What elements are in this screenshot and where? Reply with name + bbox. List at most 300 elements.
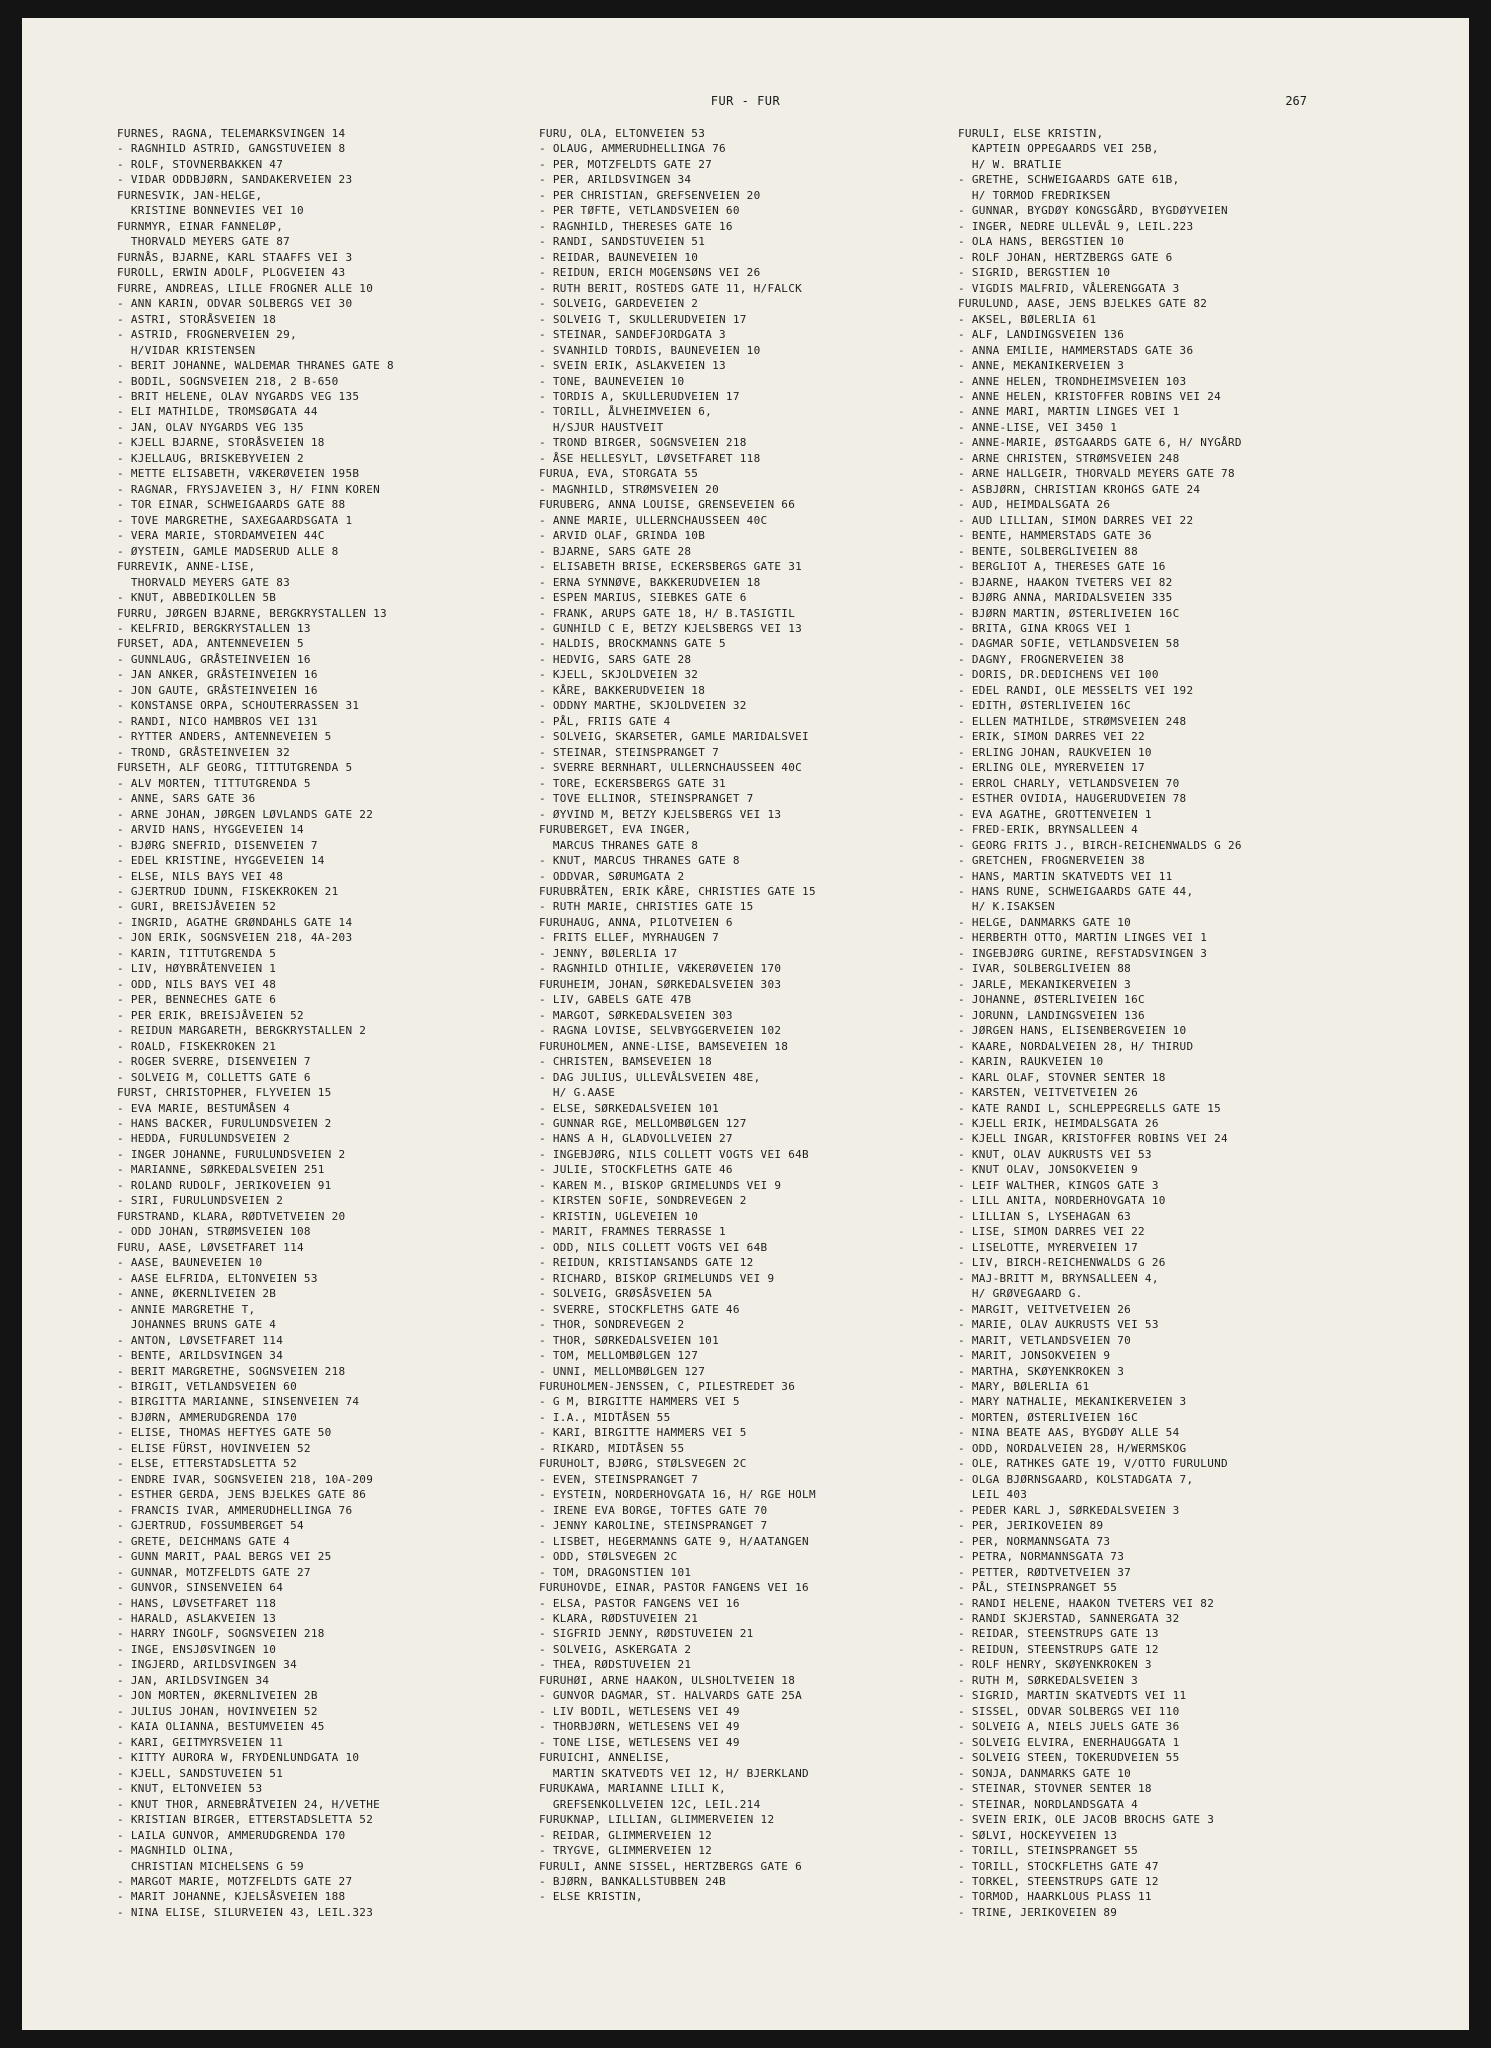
directory-entry: - INGER, NEDRE ULLEVÅL 9, LEIL.223 [958,219,1194,233]
directory-entry: FURUHOVDE, EINAR, PASTOR FANGENS VEI 16 [539,1581,809,1595]
directory-entry: - MARTHA, SKØYENKROKEN 3 [958,1364,1125,1378]
directory-entry: - VIDAR ODDBJØRN, SANDAKERVEIEN 23 [117,173,353,187]
directory-entry: - HELGE, DANMARKS GATE 10 [958,915,1132,929]
directory-entry: - MARY, BØLERLIA 61 [958,1379,1090,1393]
directory-entry: - G M, BIRGITTE HAMMERS VEI 5 [539,1395,740,1409]
directory-entry: - ELSE, ETTERSTADSLETTA 52 [117,1457,297,1471]
directory-entry: - SVANHILD TORDIS, BAUNEVEIEN 10 [539,343,761,357]
directory-entry: - SOLVEIG, ASKERGATA 2 [539,1642,692,1656]
directory-entry: - KELFRID, BERGKRYSTALLEN 13 [117,622,311,635]
directory-entry: - ØYVIND M, BETZY KJELSBERGS VEI 13 [539,807,782,821]
directory-entry: - SOLVEIG, GARDEVEIEN 2 [539,297,699,311]
directory-entry: - ROLF HENRY, SKØYENKROKEN 3 [958,1658,1152,1672]
directory-entry: - STEINAR, SANDEFJORDGATA 3 [539,328,726,342]
directory-entry: - RANDI, NICO HAMBROS VEI 131 [117,714,318,728]
directory-entry: - KATE RANDI L, SCHLEPPEGRELLS GATE 15 [958,1101,1222,1115]
directory-entry: - ASTRI, STORÅSVEIEN 18 [117,312,277,326]
directory-entry: - SONJA, DANMARKS GATE 10 [958,1766,1132,1780]
directory-entry: - GJERTRUD IDUNN, FISKEKROKEN 21 [117,884,339,898]
directory-entry: - RUTH M, SØRKEDALSVEIEN 3 [958,1673,1138,1687]
directory-entry: - VERA MARIE, STORDAMVEIEN 44C [117,529,325,543]
directory-entry: FURNESVIK, JAN-HELGE, [117,188,263,202]
directory-entry: - ODDNY MARTHE, SKJOLDVEIEN 32 [539,699,747,713]
directory-entry: - LEIF WALTHER, KINGOS GATE 3 [958,1178,1159,1192]
directory-entry: - ARVID OLAF, GRINDA 10B [539,529,706,543]
directory-entry: - REIDAR, GLIMMERVEIEN 12 [539,1828,713,1842]
directory-entry: - THOR, SØRKEDALSVEIEN 101 [539,1333,719,1347]
directory-entry: - HEDDA, FURULUNDSVEIEN 2 [117,1132,291,1146]
directory-entry: FURUHOLT, BJØRG, STØLSVEGEN 2C [539,1457,747,1471]
directory-entry: - GRETHE, SCHWEIGAARDS GATE 61B, [958,173,1180,187]
directory-entry: - GUNVOR, SINSENVEIEN 64 [117,1581,284,1595]
directory-entry: - MAGNHILD OLINA, [117,1844,235,1858]
directory-entry: - ASTRID, FROGNERVEIEN 29, [117,328,297,342]
directory-entry: - BERIT MARGRETHE, SOGNSVEIEN 218 [117,1364,346,1378]
directory-entry: - UNNI, MELLOMBØLGEN 127 [539,1364,706,1378]
directory-entry: - RANDI SKJERSTAD, SANNERGATA 32 [958,1612,1180,1625]
directory-entry: - GUNNAR, MOTZFELDTS GATE 27 [117,1565,311,1579]
directory-entry: - SOLVEIG ELVIRA, ENERHAUGGATA 1 [958,1735,1180,1749]
directory-entry: - KJELLAUG, BRISKEBYVEIEN 2 [117,451,304,465]
directory-entry: - KRISTIAN BIRGER, ETTERSTADSLETTA 52 [117,1813,374,1827]
directory-entry: - AUD LILLIAN, SIMON DARRES VEI 22 [958,513,1194,527]
directory-entry: - LIV, BIRCH-REICHENWALDS G 26 [958,1256,1166,1270]
directory-entry: - BJØRG ANNA, MARIDALSVEIEN 335 [958,591,1173,605]
directory-entry: - ODDVAR, SØRUMGATA 2 [539,869,685,883]
directory-entry: - ROGER SVERRE, DISENVEIEN 7 [117,1055,311,1069]
directory-entry: FURST, CHRISTOPHER, FLYVEIEN 15 [117,1086,332,1100]
directory-entry: - KNUT, ELTONVEIEN 53 [117,1782,263,1796]
directory-entry: FURUKAWA, MARIANNE LILLI K, [539,1782,726,1796]
directory-entry: - ANNE MARI, MARTIN LINGES VEI 1 [958,405,1180,419]
directory-entry: - AKSEL, BØLERLIA 61 [958,312,1097,326]
directory-entry: - JULIUS JOHAN, HOVINVEIEN 52 [117,1704,318,1718]
directory-entry: - JARLE, MEKANIKERVEIEN 3 [958,977,1132,991]
directory-entry: - ARVID HANS, HYGGEVEIEN 14 [117,823,304,837]
directory-entry: - DAG JULIUS, ULLEVÅLSVEIEN 48E, [539,1070,761,1084]
directory-entry: - OLGA BJØRNSGAARD, KOLSTADGATA 7, [958,1472,1194,1486]
directory-entry: - PER, JERIKOVEIEN 89 [958,1519,1104,1533]
directory-entry: - HEDVIG, SARS GATE 28 [539,652,692,666]
directory-entry: - BERGLIOT A, THERESES GATE 16 [958,560,1166,574]
directory-entry: - KNUT, ABBEDIKOLLEN 5B [117,591,277,605]
directory-entry: - KARIN, TITTUTGRENDA 5 [117,946,277,960]
directory-entry: THORVALD MEYERS GATE 83 [117,575,291,589]
directory-entry: - MAGNHILD, STRØMSVEIEN 20 [539,482,719,496]
directory-entry: FURU, OLA, ELTONVEIEN 53 [539,127,706,140]
directory-entry: - TROND, GRÅSTEINVEIEN 32 [117,745,291,759]
directory-entry: - SIGRID, MARTIN SKATVEDTS VEI 11 [958,1689,1187,1703]
directory-entry: - ØYSTEIN, GAMLE MADSERUD ALLE 8 [117,544,339,558]
directory-column-2 [539,126,944,1905]
directory-entry: - MARIE, OLAV AUKRUSTS VEI 53 [958,1318,1159,1332]
directory-entry: - ERLING JOHAN, RAUKVEIEN 10 [958,745,1152,759]
directory-entry: - BJARNE, SARS GATE 28 [539,544,692,558]
directory-entry: - GJERTRUD, FOSSUMBERGET 54 [117,1519,304,1533]
directory-entry: - HANS RUNE, SCHWEIGAARDS GATE 44, [958,884,1194,898]
directory-entry: - RAGNHILD, THERESES GATE 16 [539,219,733,233]
directory-entry: - THEA, RØDSTUVEIEN 21 [539,1658,692,1672]
directory-entry: - REIDUN, ERICH MOGENSØNS VEI 26 [539,266,761,280]
directory-entry: - ARNE CHRISTEN, STRØMSVEIEN 248 [958,451,1180,465]
directory-entry: - TONE LISE, WETLESENS VEI 49 [539,1735,740,1749]
directory-entry: - EDITH, ØSTERLIVEIEN 16C [958,699,1132,713]
directory-entry: - JORUNN, LANDINGSVEIEN 136 [958,1008,1145,1022]
directory-entry: - REIDUN, KRISTIANSANDS GATE 12 [539,1256,754,1270]
directory-entry: - KARIN, RAUKVEIEN 10 [958,1055,1104,1069]
directory-entry: - BJØRN MARTIN, ØSTERLIVEIEN 16C [958,606,1180,620]
directory-entry: - ROLF JOHAN, HERTZBERGS GATE 6 [958,250,1173,264]
directory-entry: - JON ERIK, SOGNSVEIEN 218, 4A-203 [117,931,353,945]
directory-entry: - TRYGVE, GLIMMERVEIEN 12 [539,1844,713,1858]
directory-entry: - RICHARD, BISKOP GRIMELUNDS VEI 9 [539,1271,775,1285]
directory-entry: - EVEN, STEINSPRANGET 7 [539,1472,699,1486]
directory-entry: - GEORG FRITS J., BIRCH-REICHENWALDS G 26 [958,838,1242,852]
directory-entry: - ANNE HELEN, TRONDHEIMSVEIEN 103 [958,374,1187,388]
directory-entry: - BIRGIT, VETLANDSVEIEN 60 [117,1379,297,1393]
directory-entry: - KJELL ERIK, HEIMDALSGATA 26 [958,1117,1159,1130]
directory-entry: - MARY NATHALIE, MEKANIKERVEIEN 3 [958,1395,1187,1409]
directory-entry: FURSTRAND, KLARA, RØDTVETVEIEN 20 [117,1209,346,1223]
directory-entry: - TROND BIRGER, SOGNSVEIEN 218 [539,436,747,450]
directory-entry: - BODIL, SOGNSVEIEN 218, 2 B-650 [117,374,339,388]
directory-entry: - I.A., MIDTÅSEN 55 [539,1410,671,1424]
directory-entry: H/ GRØVEGAARD G. [958,1287,1083,1301]
directory-entry: - AASE, BAUNEVEIEN 10 [117,1256,263,1270]
directory-entry: - SOLVEIG T, SKULLERUDVEIEN 17 [539,312,747,326]
directory-entry: - BENTE, SOLBERGLIVEIEN 88 [958,544,1138,558]
directory-entry: - REIDUN MARGARETH, BERGKRYSTALLEN 2 [117,1024,367,1038]
directory-entry: - SIRI, FURULUNDSVEIEN 2 [117,1194,284,1208]
directory-entry: - ROLAND RUDOLF, JERIKOVEIEN 91 [117,1178,332,1192]
directory-entry: - NINA BEATE AAS, BYGDØY ALLE 54 [958,1426,1180,1440]
directory-entry: - KARI, BIRGITTE HAMMERS VEI 5 [539,1426,747,1440]
directory-entry: - MARIANNE, SØRKEDALSVEIEN 251 [117,1163,325,1177]
directory-entry: - ELSE, SØRKEDALSVEIEN 101 [539,1101,719,1115]
directory-entry: FUROLL, ERWIN ADOLF, PLOGVEIEN 43 [117,266,346,280]
directory-entry: - KNUT, OLAV AUKRUSTS VEI 53 [958,1147,1152,1161]
directory-entry: - ELI MATHILDE, TROMSØGATA 44 [117,405,318,419]
directory-entry: - KJELL, SANDSTUVEIEN 51 [117,1766,284,1780]
directory-entry: - AASE ELFRIDA, ELTONVEIEN 53 [117,1271,318,1285]
directory-entry: - INGEBJØRG GURINE, REFSTADSVINGEN 3 [958,946,1208,960]
directory-entry: - BJARNE, HAAKON TVETERS VEI 82 [958,575,1173,589]
directory-entry: - TORMOD, HAARKLOUS PLASS 11 [958,1890,1152,1904]
directory-entry: - DORIS, DR.DEDICHENS VEI 100 [958,668,1159,682]
directory-entry: - ESTHER OVIDIA, HAUGERUDVEIEN 78 [958,792,1187,806]
directory-entry: - BJØRN, BANKALLSTUBBEN 24B [539,1874,726,1888]
directory-entry: - KRISTIN, UGLEVEIEN 10 [539,1209,699,1223]
directory-entry: - CHRISTEN, BAMSEVEIEN 18 [539,1055,713,1069]
directory-entry: - RANDI, SANDSTUVEIEN 51 [539,235,706,249]
directory-entry: - KJELL, SKJOLDVEIEN 32 [539,668,699,682]
directory-entry: H/ TORMOD FREDRIKSEN [958,188,1111,202]
directory-entry: - KNUT OLAV, JONSOKVEIEN 9 [958,1163,1138,1177]
directory-entry: - ESTHER GERDA, JENS BJELKES GATE 86 [117,1488,367,1502]
directory-entry: - ROLF, STOVNERBAKKEN 47 [117,157,284,171]
directory-entry: KRISTINE BONNEVIES VEI 10 [117,204,304,218]
directory-entry: - SOLVEIG A, NIELS JUELS GATE 36 [958,1720,1180,1734]
directory-entry: - ODD JOHAN, STRØMSVEIEN 108 [117,1225,311,1239]
directory-entry: - INGER JOHANNE, FURULUNDSVEIEN 2 [117,1147,346,1161]
directory-entry: FURUBRÅTEN, ERIK KÅRE, CHRISTIES GATE 15 [539,884,816,898]
directory-entry: - ODD, NILS COLLETT VOGTS VEI 64B [539,1240,768,1254]
directory-entry: - ALV MORTEN, TITTUTGRENDA 5 [117,776,311,790]
directory-entry: - MARIT, FRAMNES TERRASSE 1 [539,1225,726,1239]
directory-entry: - LISBET, HEGERMANNS GATE 9, H/AATANGEN [539,1534,809,1548]
directory-entry: FURULI, ANNE SISSEL, HERTZBERGS GATE 6 [539,1859,803,1873]
directory-entry: - ANNE, ØKERNLIVEIEN 2B [117,1287,277,1301]
directory-entry: - ANNIE MARGRETHE T, [117,1302,256,1316]
directory-entry: FURUHEIM, JOHAN, SØRKEDALSVEIEN 303 [539,977,782,991]
directory-entry: - ARNE JOHAN, JØRGEN LØVLANDS GATE 22 [117,807,374,821]
directory-entry: - STEINAR, STEINSPRANGET 7 [539,745,719,759]
directory-entry: - ELSE, NILS BAYS VEI 48 [117,869,284,883]
directory-column-1 [117,126,522,1920]
directory-entry: - DAGNY, FROGNERVEIEN 38 [958,652,1125,666]
directory-entry: - HANS, LØVSETFARET 118 [117,1596,277,1610]
directory-entry: - ERIK, SIMON DARRES VEI 22 [958,730,1145,744]
directory-entry: H/ K.ISAKSEN [958,900,1055,914]
directory-entry: FURUBERG, ANNA LOUISE, GRENSEVEIEN 66 [539,498,796,512]
directory-entry: FURUHAUG, ANNA, PILOTVEIEN 6 [539,915,733,929]
directory-entry: - BJØRN, AMMERUDGRENDA 170 [117,1410,297,1424]
directory-entry: - ARNE HALLGEIR, THORVALD MEYERS GATE 78 [958,467,1235,481]
directory-entry: - PEDER KARL J, SØRKEDALSVEIEN 3 [958,1503,1180,1517]
directory-entry: - REIDUN, STEENSTRUPS GATE 12 [958,1642,1159,1656]
directory-entry: - TOR EINAR, SCHWEIGAARDS GATE 88 [117,498,346,512]
directory-entry: FURREVIK, ANNE-LISE, [117,560,256,574]
directory-entry: - GUNNAR RGE, MELLOMBØLGEN 127 [539,1117,747,1130]
directory-entry: - KAREN M., BISKOP GRIMELUNDS VEI 9 [539,1178,782,1192]
directory-entry: - EVA MARIE, BESTUMÅSEN 4 [117,1101,291,1115]
directory-entry: - RANDI HELENE, HAAKON TVETERS VEI 82 [958,1596,1215,1610]
directory-entry: - PER ERIK, BREISJÅVEIEN 52 [117,1008,304,1022]
directory-entry: - LAILA GUNVOR, AMMERUDGRENDA 170 [117,1828,346,1842]
directory-entry: - JON MORTEN, ØKERNLIVEIEN 2B [117,1689,318,1703]
directory-entry: - EYSTEIN, NORDERHOVGATA 16, H/ RGE HOLM [539,1488,816,1502]
directory-entry: - FRANCIS IVAR, AMMERUDHELLINGA 76 [117,1503,353,1517]
directory-entry: - TOVE MARGRETHE, SAXEGAARDSGATA 1 [117,513,353,527]
directory-entry: - RAGNHILD OTHILIE, VÆKERØVEIEN 170 [539,962,782,976]
directory-entry: FURUICHI, ANNELISE, [539,1751,671,1765]
directory-entry: - ODD, STØLSVEGEN 2C [539,1550,678,1564]
directory-entry: - AUD, HEIMDALSGATA 26 [958,498,1111,512]
directory-entry: FURNMYR, EINAR FANNELØP, [117,219,284,233]
directory-entry: - ERLING OLE, MYRERVEIEN 17 [958,761,1145,775]
directory-entry: - MAJ-BRITT M, BRYNSALLEEN 4, [958,1271,1159,1285]
directory-entry: - MARGIT, VEITVETVEIEN 26 [958,1302,1132,1316]
directory-entry: FURNES, RAGNA, TELEMARKSVINGEN 14 [117,127,346,140]
directory-entry: - MARGOT MARIE, MOTZFELDTS GATE 27 [117,1874,353,1888]
directory-entry: - PÅL, FRIIS GATE 4 [539,714,671,728]
directory-entry: MARCUS THRANES GATE 8 [539,838,699,852]
directory-entry: - KIRSTEN SOFIE, SONDREVEGEN 2 [539,1194,747,1208]
directory-entry: - TORILL, STEINSPRANGET 55 [958,1844,1138,1858]
directory-entry: - MARGOT, SØRKEDALSVEIEN 303 [539,1008,733,1022]
directory-entry: FURUKNAP, LILLIAN, GLIMMERVEIEN 12 [539,1813,775,1827]
directory-entry: - KNUT, MARCUS THRANES GATE 8 [539,854,740,868]
directory-entry: - GUNNLAUG, GRÅSTEINVEIEN 16 [117,652,311,666]
directory-entry: - BRIT HELENE, OLAV NYGARDS VEG 135 [117,389,360,403]
directory-entry: - TOM, MELLOMBØLGEN 127 [539,1349,699,1363]
directory-entry: - KNUT THOR, ARNEBRÅTVEIEN 24, H/VETHE [117,1797,381,1811]
directory-entry: - MORTEN, ØSTERLIVEIEN 16C [958,1410,1138,1424]
directory-entry: - ELISE, THOMAS HEFTYES GATE 50 [117,1426,332,1440]
directory-entry: - RUTH BERIT, ROSTEDS GATE 11, H/FALCK [539,281,803,295]
directory-entry: - TORILL, STOCKFLETHS GATE 47 [958,1859,1159,1873]
directory-entry: H/SJUR HAUSTVEIT [539,420,664,434]
directory-entry: - PETTER, RØDTVETVEIEN 37 [958,1565,1132,1579]
directory-entry: - OLAUG, AMMERUDHELLINGA 76 [539,142,726,156]
directory-entry: - ANNE-LISE, VEI 3450 1 [958,420,1118,434]
directory-entry: FURUA, EVA, STORGATA 55 [539,467,699,481]
directory-entry: - MARIT, JONSOKVEIEN 9 [958,1349,1111,1363]
directory-entry: - ALF, LANDINGSVEIEN 136 [958,328,1125,342]
directory-entry: - BENTE, ARILDSVINGEN 34 [117,1349,284,1363]
directory-entry: - SOLVEIG STEEN, TOKERUDVEIEN 55 [958,1751,1180,1765]
directory-entry: - GRETE, DEICHMANS GATE 4 [117,1534,291,1548]
directory-entry: - ROALD, FISKEKROKEN 21 [117,1039,277,1053]
directory-entry: - KJELL BJARNE, STORÅSVEIEN 18 [117,436,325,450]
directory-entry: - MARIT JOHANNE, KJELSÅSVEIEN 188 [117,1890,346,1904]
directory-entry: JOHANNES BRUNS GATE 4 [117,1318,277,1332]
directory-entry: - OLA HANS, BERGSTIEN 10 [958,235,1125,249]
directory-column-3 [958,126,1378,1920]
directory-entry: - ANN KARIN, ODVAR SOLBERGS VEI 30 [117,297,353,311]
directory-entry: - ELISABETH BRISE, ECKERSBERGS GATE 31 [539,560,803,574]
directory-entry: - REIDAR, BAUNEVEIEN 10 [539,250,699,264]
directory-entry: MARTIN SKATVEDTS VEI 12, H/ BJERKLAND [539,1766,809,1780]
directory-entry: - ASBJØRN, CHRISTIAN KROHGS GATE 24 [958,482,1201,496]
directory-entry: - FRITS ELLEF, MYRHAUGEN 7 [539,931,719,945]
directory-entry: - ESPEN MARIUS, SIEBKES GATE 6 [539,591,747,605]
directory-entry: LEIL 403 [958,1488,1028,1502]
directory-entry: - JENNY, BØLERLIA 17 [539,946,678,960]
directory-entry: - OLE, RATHKES GATE 19, V/OTTO FURULUND [958,1457,1228,1471]
directory-entry: - ANNE, SARS GATE 36 [117,792,256,806]
directory-entry: - TRINE, JERIKOVEIEN 89 [958,1905,1118,1919]
directory-entry: - FRANK, ARUPS GATE 18, H/ B.TASIGTIL [539,606,796,620]
directory-entry: - LIV, GABELS GATE 47B [539,993,692,1007]
directory-entry: - JULIE, STOCKFLETHS GATE 46 [539,1163,733,1177]
directory-entry: - PETRA, NORMANNSGATA 73 [958,1550,1125,1564]
directory-entry: - BRITA, GINA KROGS VEI 1 [958,622,1132,635]
directory-entry: - ANNE, MEKANIKERVEIEN 3 [958,359,1125,373]
directory-entry: - STEINAR, STOVNER SENTER 18 [958,1782,1152,1796]
directory-entry: - ELLEN MATHILDE, STRØMSVEIEN 248 [958,714,1187,728]
directory-entry: - IVAR, SOLBERGLIVEIEN 88 [958,962,1132,976]
directory-entry: - EDEL RANDI, OLE MESSELTS VEI 192 [958,683,1194,697]
directory-entry: - HALDIS, BROCKMANNS GATE 5 [539,637,726,651]
directory-entry: - STEINAR, NORDLANDSGATA 4 [958,1797,1138,1811]
directory-entry: CHRISTIAN MICHELSENS G 59 [117,1859,304,1873]
directory-entry: FURU, AASE, LØVSETFARET 114 [117,1240,304,1254]
directory-entry: - KARI, GEITMYRSVEIEN 11 [117,1735,284,1749]
directory-entry: - SISSEL, ODVAR SOLBERGS VEI 110 [958,1704,1180,1718]
directory-entry: - GURI, BREISJÅVEIEN 52 [117,900,277,914]
directory-entry: - KONSTANSE ORPA, SCHOUTERRASSEN 31 [117,699,360,713]
directory-entry: - HANS A H, GLADVOLLVEIEN 27 [539,1132,733,1146]
directory-entry: - KARSTEN, VEITVETVEIEN 26 [958,1086,1138,1100]
directory-entry: - LILL ANITA, NORDERHOVGATA 10 [958,1194,1166,1208]
directory-entry: - SOLVEIG, GRØSÅSVEIEN 5A [539,1287,713,1301]
directory-entry: FURRU, JØRGEN BJARNE, BERGKRYSTALLEN 13 [117,606,387,620]
directory-entry: - HANS BACKER, FURULUNDSVEIEN 2 [117,1117,332,1130]
directory-entry: - ANNA EMILIE, HAMMERSTADS GATE 36 [958,343,1194,357]
directory-entry: - ANNE HELEN, KRISTOFFER ROBINS VEI 24 [958,389,1222,403]
directory-entry: - ELSE KRISTIN, [539,1890,643,1904]
directory-entry: FURULI, ELSE KRISTIN, [958,127,1104,140]
directory-page [22,18,1469,2030]
directory-entry: - HANS, MARTIN SKATVEDTS VEI 11 [958,869,1173,883]
directory-entry: - KAARE, NORDALVEIEN 28, H/ THIRUD [958,1039,1194,1053]
directory-entry: FURSET, ADA, ANTENNEVEIEN 5 [117,637,304,651]
directory-entry: - RUTH MARIE, CHRISTIES GATE 15 [539,900,754,914]
directory-entry: - RAGNA LOVISE, SELVBYGGERVEIEN 102 [539,1024,782,1038]
directory-entry: - JON GAUTE, GRÅSTEINVEIEN 16 [117,683,318,697]
directory-entry: - INGEBJØRG, NILS COLLETT VOGTS VEI 64B [539,1147,809,1161]
directory-entry: - BJØRG SNEFRID, DISENVEIEN 7 [117,838,318,852]
directory-entry: - PÅL, STEINSPRANGET 55 [958,1581,1118,1595]
directory-entry: - DAGMAR SOFIE, VETLANDSVEIEN 58 [958,637,1180,651]
directory-entry: - RYTTER ANDERS, ANTENNEVEIEN 5 [117,730,332,744]
directory-entry: - VIGDIS MALFRID, VÅLERENGGATA 3 [958,281,1180,295]
directory-entry: FURRE, ANDREAS, LILLE FROGNER ALLE 10 [117,281,374,295]
directory-entry: - ELISE FÜRST, HOVINVEIEN 52 [117,1441,311,1455]
directory-entry: - RAGNAR, FRYSJAVEIEN 3, H/ FINN KOREN [117,482,381,496]
page-number: 267 [1285,94,1307,108]
directory-entry: - TORILL, ÅLVHEIMVEIEN 6, [539,405,713,419]
directory-entry: - ANNE-MARIE, ØSTGAARDS GATE 6, H/ NYGÅRD [958,436,1242,450]
directory-entry: - JØRGEN HANS, ELISENBERGVEIEN 10 [958,1024,1187,1038]
directory-entry: - ANNE MARIE, ULLERNCHAUSSEEN 40C [539,513,768,527]
directory-entry: FURUBERGET, EVA INGER, [539,823,692,837]
directory-entry: - GUNNAR, BYGDØY KONGSGÅRD, BYGDØYVEIEN [958,204,1228,218]
directory-entry: - LISELOTTE, MYRERVEIEN 17 [958,1240,1138,1254]
directory-entry: - JAN ANKER, GRÅSTEINVEIEN 16 [117,668,318,682]
directory-entry: - TORDIS A, SKULLERUDVEIEN 17 [539,389,740,403]
directory-entry: - KJELL INGAR, KRISTOFFER ROBINS VEI 24 [958,1132,1228,1146]
directory-entry: - SOLVEIG, SKARSETER, GAMLE MARIDALSVEI [539,730,809,744]
directory-entry: - SOLVEIG M, COLLETTS GATE 6 [117,1070,311,1084]
directory-entry: - PER, MOTZFELDTS GATE 27 [539,157,713,171]
directory-entry: - LIV, HØYBRÅTENVEIEN 1 [117,962,277,976]
directory-entry: - GUNN MARIT, PAAL BERGS VEI 25 [117,1550,332,1564]
directory-entry: KAPTEIN OPPEGAARDS VEI 25B, [958,142,1159,156]
directory-entry: - TOVE ELLINOR, STEINSPRANGET 7 [539,792,754,806]
directory-entry: FURUHOLMEN-JENSSEN, C, PILESTREDET 36 [539,1379,796,1393]
directory-entry: - NINA ELISE, SILURVEIEN 43, LEIL.323 [117,1905,374,1919]
directory-entry: - INGRID, AGATHE GRØNDAHLS GATE 14 [117,915,353,929]
directory-entry: - SØLVI, HOCKEYVEIEN 13 [958,1828,1118,1842]
directory-entry: - GUNVOR DAGMAR, ST. HALVARDS GATE 25A [539,1689,803,1703]
directory-entry: - FRED-ERIK, BRYNSALLEEN 4 [958,823,1138,837]
directory-entry: - GUNHILD C E, BETZY KJELSBERGS VEI 13 [539,622,803,635]
directory-entry: - LISE, SIMON DARRES VEI 22 [958,1225,1145,1239]
directory-entry: - SVEIN ERIK, OLE JACOB BROCHS GATE 3 [958,1813,1215,1827]
directory-entry: H/ G.AASE [539,1086,616,1100]
directory-entry: - ODD, NILS BAYS VEI 48 [117,977,277,991]
directory-entry: - ERROL CHARLY, VETLANDSVEIEN 70 [958,776,1180,790]
directory-entry: - MARIT, VETLANDSVEIEN 70 [958,1333,1132,1347]
directory-entry: - INGE, ENSJØSVINGEN 10 [117,1642,277,1656]
directory-entry: - METTE ELISABETH, VÆKERØVEIEN 195B [117,467,360,481]
directory-entry: - KARL OLAF, STOVNER SENTER 18 [958,1070,1166,1084]
directory-entry: - ÅSE HELLESYLT, LØVSETFARET 118 [539,451,761,465]
directory-entry: - EDEL KRISTINE, HYGGEVEIEN 14 [117,854,325,868]
directory-entry: - SIGRID, BERGSTIEN 10 [958,266,1111,280]
